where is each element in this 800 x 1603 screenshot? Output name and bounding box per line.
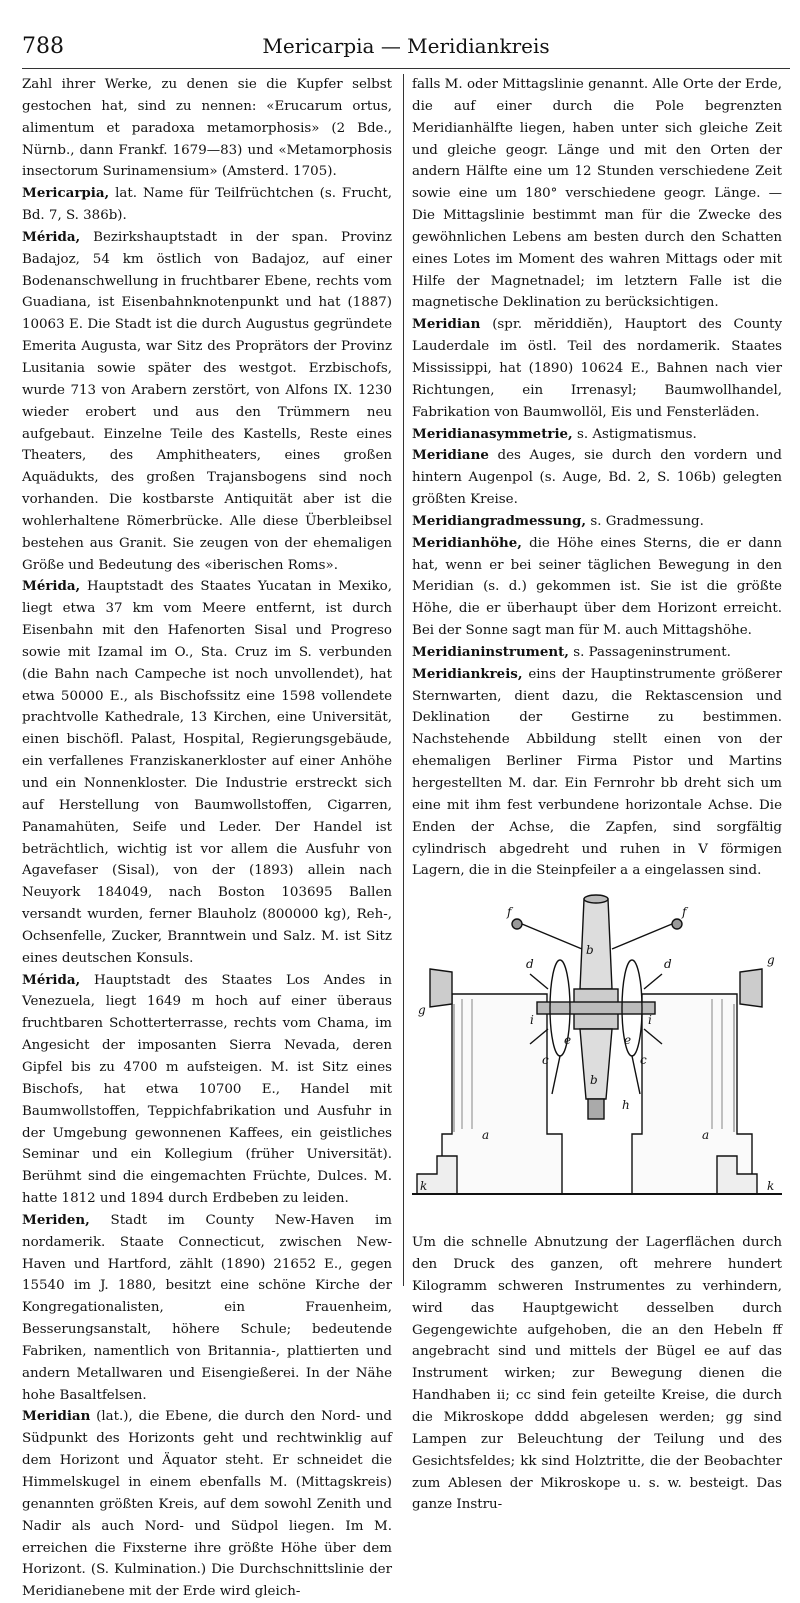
continued-text <box>412 74 782 314</box>
right-column <box>412 74 782 1516</box>
entry-mericarpia <box>22 183 392 227</box>
paragraph-text: falls M. oder Mittagslinie genannt. Alle Orte der Erde, die auf einer durch die Pole begrenzten Meridianhälfte liegen, haben unter sich gleiche Zeit und gleiche geogr. Länge und mit den Orten der andern Hälfte eine um 12 Stunden verschiedene Zeit sowie eine um 180° verschiedene geogr. Länge. — Die Mittagslinie bestimmt man für die Zwecke des gewöhnlichen Lebens am besten durch den Schatten eines Lotes im Moment des wahren Mittags oder mit Hilfe der Magnetnadel; im letztern Falle ist die magnetische Deklination zu berücksichtigen. <box>412 77 782 311</box>
continued-text-below-figure <box>412 1232 782 1516</box>
headword: Meridian <box>22 1408 91 1425</box>
running-head: Mericarpia — Meridiankreis <box>262 34 550 58</box>
figure-label: c <box>542 1053 549 1068</box>
figure-label: k <box>767 1179 775 1194</box>
entry-text: Bezirkshauptstadt in der span. Provinz Badajoz, 54 km östlich von Badajoz, auf einer Bodenanschwellung in fruchtbarer Ebene, rechts vom Guadiana, ist Eisenbahnknotenpunkt und hat (1887) 10063 E. Die Stadt ist die durch Augustus gegründete Emerita Augusta, war Sitz des Proprätors der Provinz Lusitania sowie später des westgot. Erzbischofs, wurde 713 von Arabern zerstört, von Alfons IX. 1230 wieder erobert und aus den Trümmern neu aufgebaut. Einzelne Teile des Kastells, Reste eines Theaters, des Amphitheaters, eines großen Aquädukts, des großen Trajansbogens sind noch vorhanden. Die kostbarste Antiquität aber ist die wohlerhaltene Römerbrücke. Alle diese Überbleibsel bestehen aus Granit. Sie zeugen von der ehemaligen Größe und Bedeutung des «iberischen Roms». <box>22 229 392 573</box>
entry-text: (spr. mĕriddiĕn), Hauptort des County Lauderdale im östl. Teil des nordamerik. Staates Mississippi, hat (1890) 10624 E., Bahnen nach vier Richtungen, ein Irrenasyl; Baumwollhandel, Fabrikation von Baumwollöl, Eis und Fensterläden. <box>412 317 783 420</box>
figure-label: f <box>507 905 512 920</box>
entry-meridiane <box>412 445 782 511</box>
figure-label: a <box>482 1128 490 1143</box>
entry-text: Hauptstadt des Staates Yucatan in Mexiko, liegt etwa 37 km vom Meere entfernt, ist durch Eisenbahn mit den Hafenorten Sisal und Progreso sowie mit Izamal im O., Sta. Cruz im S. verbunden (die Bahn nach Campeche ist noch unvollendet), hat etwa 50000 E., als Bischofssitz eine 1598 vollendete prachtvolle Kathedrale, 13 Kirchen, eine Universität, einen bischöfl. Palast, Hospital, Regierungsgebäude, ein verfallenes Franziskanerkloster auf einer Anhöhe und ein Nonnenkloster. Die Industrie erstreckt sich auf Herstellung von Baumwollstoffen, Cigarren, Panamahüten, Seife und Leder. Der Handel ist beträchtlich, wichtig ist vor allem die Ausfuhr von Agavefaser (Sisal), von der (1893) allein nach Neuyork 184049, nach Boston 103695 Ballen versandt wurden, ferner Blauholz (800000 kg), Reh-, Ochsenfelle, Zucker, Branntwein und Salz. M. ist Sitz eines deutschen Konsuls. <box>22 579 392 966</box>
entry-meriden <box>22 1210 392 1407</box>
figure-label: i <box>648 1013 652 1028</box>
entry-meridianasymmetrie <box>412 424 782 446</box>
column-divider <box>403 74 404 1286</box>
entry-merida-venezuela <box>22 970 392 1210</box>
figure-label: c <box>640 1053 647 1068</box>
figure-label: h <box>622 1098 630 1113</box>
meridian-circle-drawing <box>412 894 782 1224</box>
entry-text: s. Astigmatismus. <box>576 426 697 442</box>
entry-merida-mexico <box>22 576 392 969</box>
figure-label: d <box>664 957 672 972</box>
headword: Meridianinstrument, <box>412 643 569 660</box>
figure-label: f <box>682 905 687 920</box>
headword: Meridiangradmessung, <box>412 512 587 529</box>
figure-label: k <box>420 1179 428 1194</box>
figure-label: g <box>767 953 775 968</box>
headword: Meridiankreis, <box>412 665 523 682</box>
entry-text: Stadt im County New-Haven im nordamerik. Staate Connecticut, zwischen New-Haven und Hartford, zählt (1890) 21652 E., gegen 15540 im J. 1880, besitzt eine schöne Kirche der Kongregationalisten, ein Frauenheim, Besserungsanstalt, höhere Schule; bedeutende Fabriken, namentlich von Britannia-, plattierten und andern Metallwaren und Eisengießerei. In der Nähe hohe Basaltfelsen. <box>22 1212 392 1403</box>
paragraph-text: Zahl ihrer Werke, zu denen sie die Kupfer selbst gestochen hat, sind zu nennen: «Erucarum ortus, alimentum et paradoxa metamorphosis» (2 Bde., Nürnb., dann Frankf. 1679—83) und «Metamorphosis insectorum Surinamensium» (Amsterd. 1705). <box>22 77 392 180</box>
headword: Meridiane <box>412 447 489 464</box>
entry-text: s. Gradmessung. <box>590 513 704 529</box>
entry-text: s. Passageninstrument. <box>573 644 731 660</box>
entry-meridiankreis <box>412 664 782 882</box>
entry-text: (lat.), die Ebene, die durch den Nord- und Südpunkt des Horizonts geht und rechtwinklig auf dem Horizont und Äquator steht. Er schneidet die Himmelskugel in einem ebenfalls M. (Mittagskreis) genannten größten Kreis, auf dem sowohl Zenith und Nadir als auch Nord- und Südpol liegen. Im M. erreichen die Fixsterne ihre größte Höhe über dem Horizont. (S. Kulmination.) Die Durchschnittslinie der Meridianebene mit der Erde wird gleich- <box>22 1409 392 1600</box>
headword: Mericarpia, <box>22 185 110 202</box>
headword: Meriden, <box>22 1211 90 1228</box>
figure-label: e <box>624 1033 632 1048</box>
entry-text: lat. Name für Teilfrüchtchen (s. Frucht, Bd. 7, S. 386b). <box>22 186 392 224</box>
figure-label: e <box>564 1033 572 1048</box>
continued-text <box>22 74 392 183</box>
headword: Meridianhöhe, <box>412 534 522 551</box>
entry-meridian-city <box>412 314 782 423</box>
entry-meridian <box>22 1406 392 1603</box>
page-number: 788 <box>22 34 64 59</box>
entry-meridianhoehe <box>412 533 782 642</box>
figure-label: b <box>586 943 594 958</box>
entry-text: die Höhe eines Sterns, die er dann hat, wenn er bei seiner täglichen Bewegung in den Meridian (s. d.) gekommen ist. Sie ist die größte Höhe, die er überhaupt über dem Horizont erreicht. Bei der Sonne sagt man für M. auch Mittagshöhe. <box>412 535 782 639</box>
headword: Meridian <box>412 316 481 333</box>
headword: Mérida, <box>22 971 81 988</box>
paragraph-text: Um die schnelle Abnutzung der Lagerflächen durch den Druck des ganzen, oft mehrere hundert Kilogramm schweren Instrumentes zu verhindern, wird das Hauptgewicht desselben durch Gegengewichte aufgehoben, die an den Hebeln ff angebracht sind und mittels der Bügel ee auf das Instrument wirken; zur Bewegung dienen die Handhaben ii; cc sind fein geteilte Kreise, die durch die Mikroskope dddd abgelesen werden; gg sind Lampen zur Beleuchtung der Teilung und des Gesichtsfeldes; kk sind Holztritte, die der Beobachter zum Ablesen der Mikroskope u. s. w. besteigt. Das ganze Instru- <box>412 1235 782 1513</box>
entry-meridianinstrument <box>412 642 782 664</box>
page-header <box>22 34 790 64</box>
figure-label: d <box>526 957 534 972</box>
headword: Mérida, <box>22 228 81 245</box>
headword: Mérida, <box>22 578 81 595</box>
headword: Meridianasymmetrie, <box>412 425 573 442</box>
header-rule <box>22 68 790 69</box>
left-column <box>22 74 392 1603</box>
figure-label: g <box>418 1003 426 1018</box>
entry-text: eins der Hauptinstrumente größerer Sternwarten, dient dazu, die Rektascension und Deklination der Gestirne zu bestimmen. Nachstehende Abbildung stellt einen von der ehemaligen Berliner Firma Pistor und Martins hergestellten M. dar. Ein Fernrohr bb dreht sich um eine mit ihm fest verbundene horizontale Achse. Die Enden der Achse, die Zapfen, sind sorgfältig cylindrisch abgedreht und ruhen in V förmigen Lagern, die in die Steinpfeiler a a eingelassen sind. <box>412 666 782 879</box>
figure-label: b <box>590 1073 598 1088</box>
entry-meridiangradmessung <box>412 511 782 533</box>
entry-text: Hauptstadt des Staates Los Andes in Venezuela, liegt 1649 m hoch auf einer überaus fruchtbaren Schotterterrasse, rechts vom Chama, im Angesicht der imposanten Sierra Nevada, deren Gipfel bis zu 4700 m aufsteigen. M. ist Sitz eines Bischofs, hat etwa 10700 E., Handel mit Baumwollstoffen, Teppichfabrikation und Ausfuhr in der Umgebung gewonnenen Kaffees, ein geistliches Seminar und ein Kollegium (früher Universität). Berühmt sind die eingemachten Früchte, Dulces. M. hatte 1812 und 1894 durch Erdbeben zu leiden. <box>22 972 392 1207</box>
entry-merida-spain <box>22 227 392 577</box>
meridian-circle-illustration <box>412 894 782 1224</box>
entry-text: des Auges, sie durch den vordern und hintern Augenpol (s. Auge, Bd. 2, S. 106b) gelegten größten Kreise. <box>412 448 782 508</box>
figure-label: a <box>702 1128 710 1143</box>
figure-label: i <box>530 1013 534 1028</box>
